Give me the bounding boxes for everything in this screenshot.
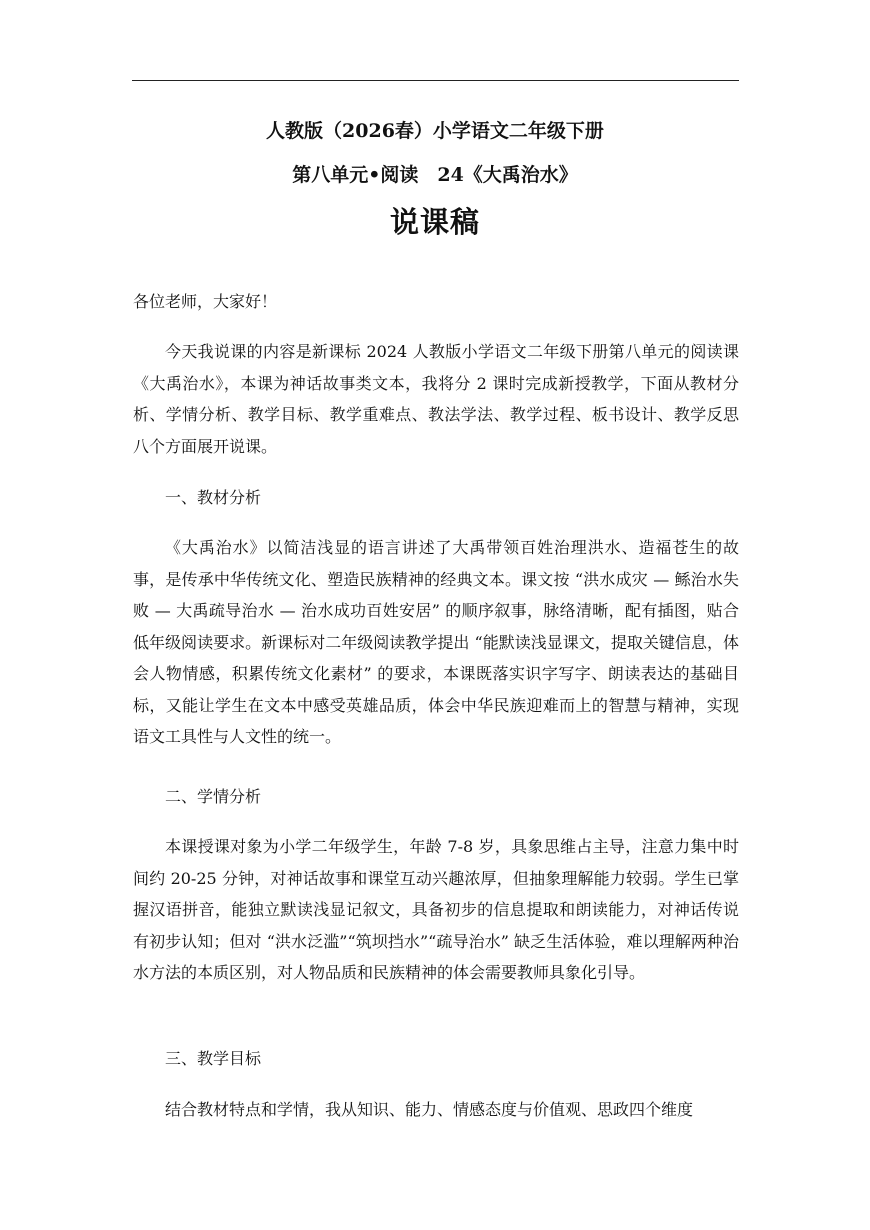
section-heading-learner-analysis: 二、学情分析 bbox=[165, 787, 262, 806]
section-heading-teaching-goals: 三、教学目标 bbox=[165, 1049, 262, 1068]
intro-paragraph: 今天我说课的内容是新课标 2024 人教版小学语文二年级下册第八单元的阅读课《大禹治水》，本课为神话故事类文本，我将分 2 课时完成新授教学，下面从教材分析、学情分析、教学目标、教学重难点、教法学法、教学过程、板书设计、教学反思八个方面展开说课。 bbox=[133, 342, 739, 456]
document-title: 说课稿 bbox=[389, 205, 480, 239]
section-body-learner-analysis: 本课授课对象为小学二年级学生，年龄 7-8 岁，具象思维占主导，注意力集中时间约 20-25 分钟，对神话故事和课堂互动兴趣浓厚，但抽象理解能力较弱。学生已掌握汉语拼音，能独立默读浅显记叙文，具备初步的信息提取和朗读能力，对神话传说有初步认知；但对 “洪水泛滥”“筑坝挡水”“疏导治水” 缺乏生活体验，难以理解两种治水方法的本质区别，对人物品质和民族精神的体会需要教师具象化引导。 bbox=[133, 837, 739, 982]
top-rule bbox=[132, 80, 739, 81]
document-subtitle-lesson: 第八单元•阅读 24《大禹治水》 bbox=[292, 164, 578, 186]
greeting-paragraph: 各位老师，大家好！ bbox=[133, 292, 278, 311]
section-body-teaching-goals: 结合教材特点和学情，我从知识、能力、情感态度与价值观、思政四个维度 bbox=[165, 1100, 694, 1119]
section-body-textbook-analysis: 《大禹治水》以简洁浅显的语言讲述了大禹带领百姓治理洪水、造福苍生的故事，是传承中华传统文化、塑造民族精神的经典文本。课文按 “洪水成灾 — 鲧治水失败 — 大禹疏导治水 — 治水成功百姓安居” 的顺序叙事，脉络清晰，配有插图，贴合低年级阅读要求。新课标对二年级阅读教学提出 “能默读浅显课文，提取关键信息，体会人物情感，积累传统文化素材” 的要求，本课既落实识字写字、朗读表达的基础目标，又能让学生在文本中感受英雄品质，体会中华民族迎难而上的智慧与精神，实现语文工具性与人文性的统一。 bbox=[133, 538, 739, 746]
document-subtitle-textbook: 人教版（2026春）小学语文二年级下册 bbox=[266, 120, 604, 142]
section-heading-textbook-analysis: 一、教材分析 bbox=[165, 488, 262, 507]
